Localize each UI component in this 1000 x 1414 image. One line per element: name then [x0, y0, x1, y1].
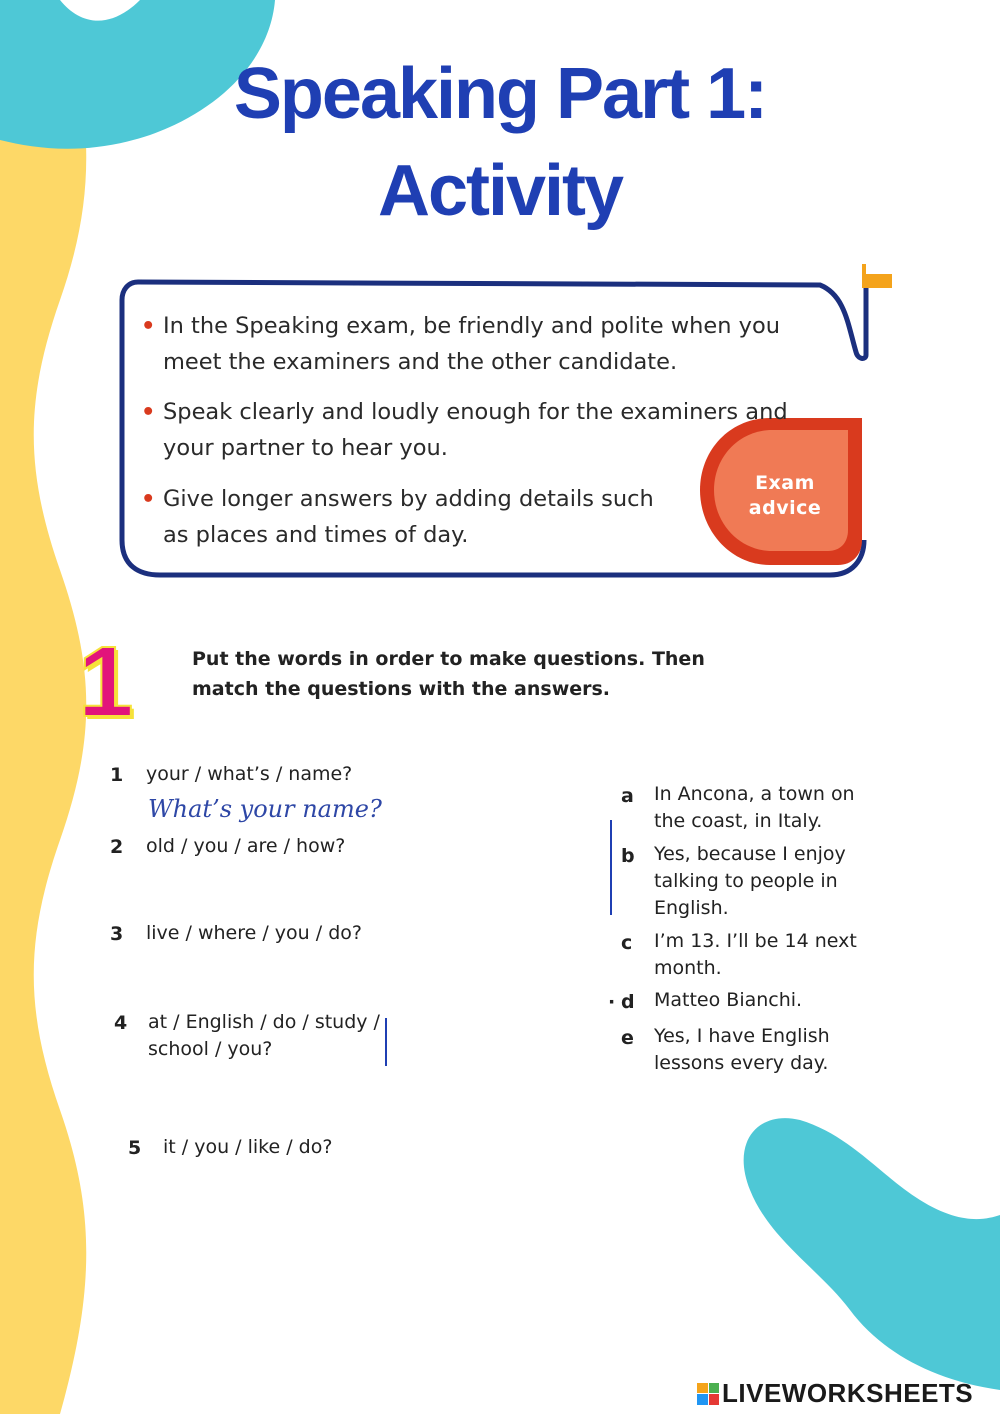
answer-letter: c [621, 932, 633, 954]
bullet-icon: • [141, 399, 156, 425]
page-title-line-2: Activity [377, 151, 623, 231]
question-number: 1 [110, 764, 124, 786]
answer-text: I’m 13. I’ll be 14 next month. [654, 930, 857, 979]
question-text: live / where / you / do? [146, 922, 362, 944]
answer-text: In Ancona, a town on the coast, in Italy. [654, 783, 855, 832]
answer-text: Yes, I have English lessons every day. [654, 1025, 830, 1074]
answer-text: Yes, because I enjoy talking to people in English. [654, 843, 846, 919]
exam-advice-badge-label: advice [748, 497, 822, 519]
question-number: 3 [110, 923, 124, 945]
question-text: it / you / like / do? [163, 1136, 333, 1158]
liveworksheets-logo [697, 1378, 973, 1409]
question-text: old / you / are / how? [146, 835, 346, 857]
answer-letter-prefix: · [608, 991, 616, 1013]
liveworksheets-icon [697, 1383, 719, 1405]
advice-item: • Speak clearly and loudly enough for the examiners and your partner to hear you. [145, 394, 805, 466]
advice-item: • Give longer answers by adding details such as places and times of day. [145, 481, 665, 553]
answer-input-cursor[interactable] [610, 820, 612, 915]
cyan-bottom-blob [744, 1118, 1000, 1390]
bullet-icon: • [141, 486, 156, 512]
answer-text: Matteo Bianchi. [654, 989, 803, 1011]
answer-input-cursor[interactable] [385, 1018, 387, 1066]
question-number: 4 [114, 1012, 128, 1034]
question-text: your / what’s / name? [146, 763, 353, 785]
answer-letter: a [621, 785, 634, 807]
brand-name: LIVEWORKSHEETS [722, 1378, 974, 1408]
advice-item: • In the Speaking exam, be friendly and polite when you meet the examiners and the other candidate. [145, 308, 805, 380]
exam-advice-badge-label: Exam [755, 472, 815, 494]
question-number: 5 [128, 1137, 142, 1159]
question-number: 2 [110, 836, 124, 858]
answer-letter: e [621, 1027, 634, 1049]
activity-number: 1 [78, 626, 134, 738]
page-title-line-1: Speaking Part 1: [233, 54, 767, 134]
question-text: at / English / do / study / school / you? [148, 1011, 380, 1060]
answer-letter: b [621, 845, 635, 867]
bullet-icon: • [141, 313, 156, 339]
activity-instructions: Put the words in order to make questions. Then match the questions with the answers. [192, 648, 705, 700]
answer-letter: d [621, 991, 635, 1013]
example-answer: What’s your name? [148, 795, 382, 823]
